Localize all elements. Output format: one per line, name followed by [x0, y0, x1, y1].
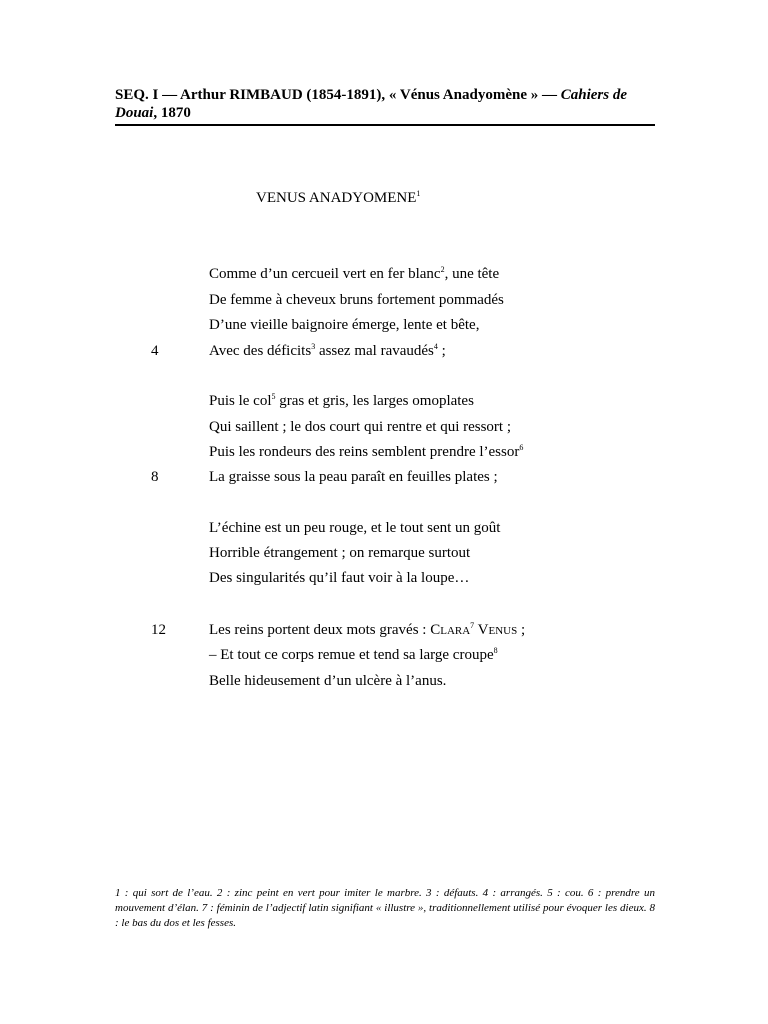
verse-line-8: La graisse sous la peau paraît en feuilles plates ; [209, 469, 498, 485]
verse-line-11: Des singularités qu’il faut voir à la loupe… [209, 570, 470, 586]
poem-title-text: VENUS ANADYOMENE [256, 190, 417, 206]
engraved-word-rest: ENUS [488, 625, 518, 637]
verse-line-4 [209, 342, 446, 360]
engraved-word-initial: V [477, 622, 489, 638]
verse-text: ; [517, 622, 526, 638]
verse-line-14: Belle hideusement d’un ulcère à l’anus. [209, 673, 447, 689]
footnotes: 1 : qui sort de l’eau. 2 : zinc peint en vert pour imiter le marbre. 3 : défauts. 4 : arrangés. 5 : cou. 6 : prendre un mouvement d’élan. 7 : féminin de l’adjectif latin signifiant « illustre », traditionnellement utilisé pour évoquer les dieux. 8 : le bas du dos et les fesses. [115, 887, 655, 929]
verse-line-13 [209, 646, 498, 664]
line-number-8: 8 [151, 469, 159, 485]
footnote-ref-7: 7 [470, 621, 475, 630]
verse-line-12 [209, 621, 525, 640]
line-number-4: 4 [151, 343, 159, 359]
verse-line-3: D’une vieille baignoire émerge, lente et bête, [209, 317, 480, 333]
header-seq: SEQ. I — Arthur RIMBAUD (1854-1891), « Vénus Anadyomène » — [115, 87, 561, 103]
engraved-word-rest: LARA [440, 625, 471, 637]
verse-line-2: De femme à cheveux bruns fortement pommadés [209, 292, 504, 308]
verse-text: assez mal ravaudés [315, 343, 434, 359]
footnote-ref-3: 3 [311, 342, 316, 351]
footnote-ref-2: 2 [440, 265, 445, 274]
verse-line-7 [209, 443, 523, 461]
verse-text: , une tête [444, 266, 500, 282]
verse-text: Les reins portent deux mots gravés : [209, 622, 431, 638]
verse-text: Puis le col [209, 393, 272, 409]
header-year: , 1870 [153, 105, 191, 121]
poem-title [256, 190, 420, 207]
verse-text: ; [437, 343, 446, 359]
line-number-12: 12 [151, 622, 166, 638]
verse-line-9: L’échine est un peu rouge, et le tout sent un goût [209, 520, 501, 536]
verse-text: Comme d’un cercueil vert en fer blanc [209, 266, 441, 282]
verse-line-5 [209, 392, 474, 410]
footnote-ref-6: 6 [519, 443, 524, 452]
footnote-ref-4: 4 [433, 342, 438, 351]
header-work-title: Cahiers de Douai [115, 87, 627, 121]
verse-text: – Et tout ce corps remue et tend sa large croupe [209, 647, 494, 663]
document-header [115, 86, 655, 126]
footnote-ref-5: 5 [271, 392, 276, 401]
engraved-word-initial: C [430, 622, 441, 638]
verse-line-6: Qui saillent ; le dos court qui rentre et qui ressort ; [209, 419, 512, 435]
verse-line-10: Horrible étrangement ; on remarque surtout [209, 545, 471, 561]
footnote-ref-1: 1 [416, 189, 421, 198]
verse-text: gras et gris, les larges omoplates [275, 393, 474, 409]
verse-line-1 [209, 265, 499, 283]
footnote-ref-8: 8 [493, 646, 498, 655]
verse-text: Avec des déficits [209, 343, 312, 359]
verse-text: Puis les rondeurs des reins semblent prendre l’essor [209, 444, 520, 460]
